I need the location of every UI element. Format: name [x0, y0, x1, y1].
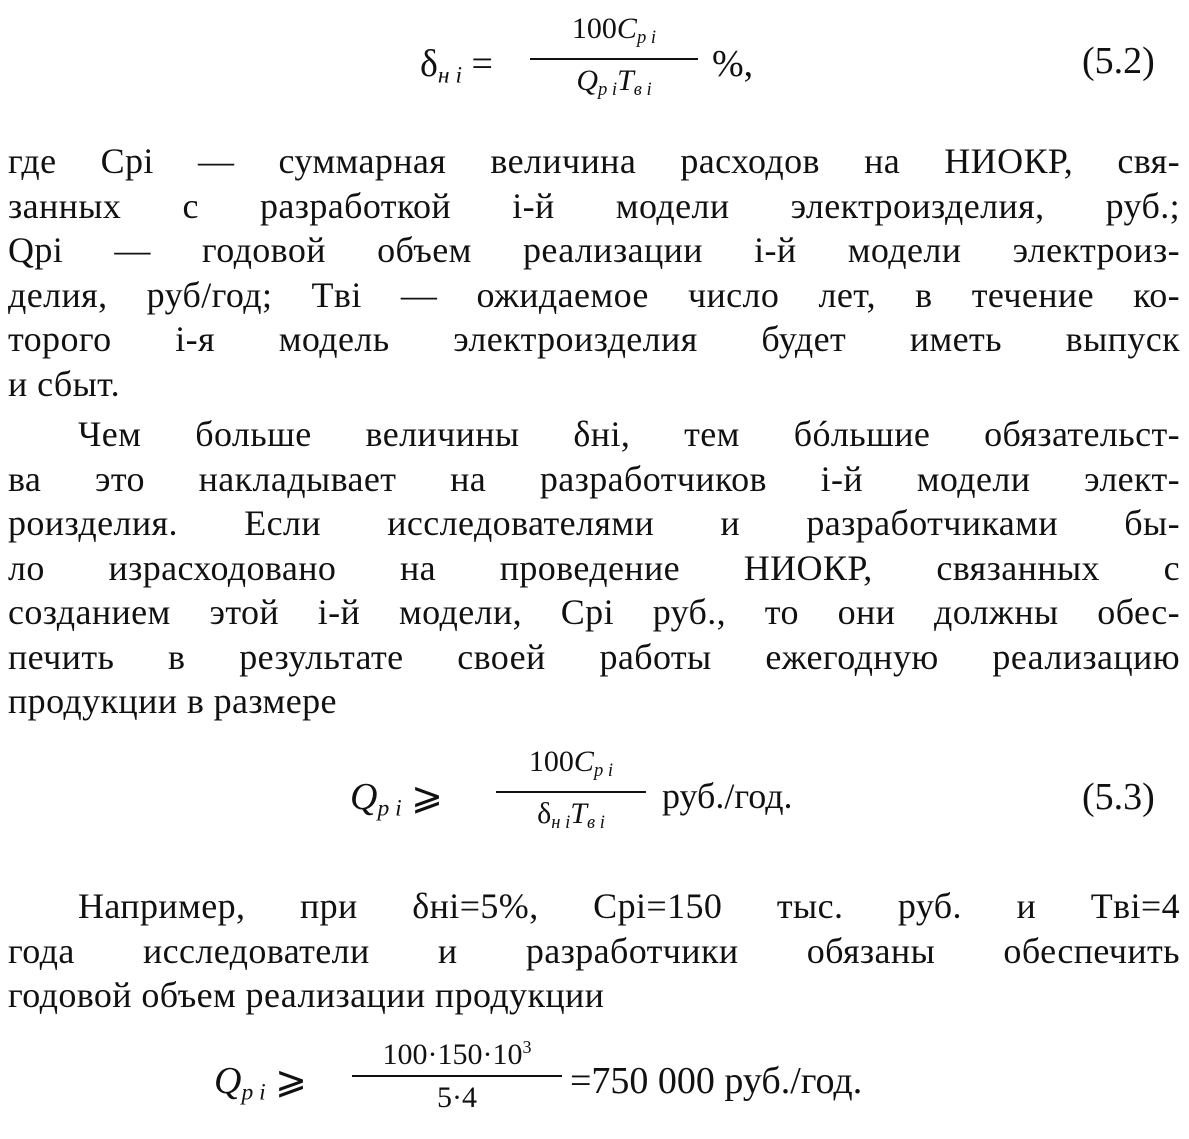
text-line: продукции в размере: [8, 681, 337, 721]
text-line: годовой объем реализации продукции: [8, 975, 605, 1015]
text-line: занных с разработкой i-й модели электроизделия, руб.;: [8, 185, 1180, 226]
formula-5-3-lhs: $Q_{р i}$: [350, 776, 402, 822]
text-line: Qрi — годовой объем реализации i-й модели электроиз-: [8, 230, 1180, 270]
fraction-bar: [530, 58, 698, 60]
equation-number-5-3: (5.3): [1082, 776, 1155, 818]
formula-5-3-numerator: $100C_{р i}$: [528, 745, 614, 782]
paragraph-example: [8, 884, 1180, 1018]
paragraph-obligations: [8, 412, 1180, 724]
formula-5-2-lhs: $\delta_{н i}$: [420, 43, 463, 89]
formula-example-numerator: $100\cdot 150\cdot 10^3$: [382, 1037, 532, 1071]
text-line: Например, при δнi=5%, Cрi=150 тыс. руб. и Tвi=4: [78, 886, 1180, 926]
paragraph-definitions: [8, 139, 1180, 406]
formula-5-2: [420, 45, 493, 88]
text-line: торого i-я модель электроизделия будет иметь выпуск: [8, 319, 1180, 359]
formula-5-2-percent: %,: [712, 43, 754, 85]
text-line: ло израсходовано на проведение НИОКР, связанных с: [8, 547, 1180, 588]
formula-example-result: =750 000 руб./год.: [570, 1060, 863, 1102]
formula-5-2-fraction: [530, 12, 698, 107]
formula-example-lhs: $Q_{р i}$: [214, 1060, 266, 1106]
text-line: Чем больше величины δнi, тем бóльшие обязательст-: [78, 414, 1180, 454]
equation-number-5-2: (5.2): [1082, 40, 1155, 82]
fraction-bar: [496, 791, 646, 793]
formula-example-fraction: [352, 1030, 562, 1115]
formula-example-relation: ⩾: [275, 1060, 307, 1102]
text-line: где Cрi — суммарная величина расходов на НИОКР, свя-: [8, 141, 1180, 181]
text-line: года исследователи и разработчики обязаны обеспечить: [8, 930, 1180, 971]
text-line: ва это накладывает на разработчиков i-й модели элект-: [8, 458, 1180, 499]
formula-5-3-relation: ⩾: [411, 776, 443, 818]
formula-example: [214, 1062, 307, 1105]
formula-5-2-equals: =: [471, 43, 493, 85]
text-line: созданием этой i-й модели, Cрi руб., то они должны обес-: [8, 592, 1180, 632]
formula-5-2-numerator: $100C_{р i}$: [571, 12, 657, 49]
formula-example-denominator: 5·4: [437, 1080, 477, 1114]
formula-5-3-fraction: [496, 745, 646, 840]
formula-5-3: [350, 778, 443, 821]
text-line: и сбыт.: [8, 363, 121, 404]
text-line: роизделия. Если исследователями и разработчиками бы-: [8, 503, 1180, 543]
formula-5-3-denominator: $\delta_{н i}T_{в i}$: [537, 797, 605, 834]
formula-5-2-denominator: $Q_{р i}T_{в i}$: [576, 64, 652, 101]
formula-5-3-unit: руб./год.: [662, 776, 793, 816]
fraction-bar: [352, 1075, 562, 1077]
text-line: печить в результате своей работы ежегодную реализацию: [8, 636, 1180, 677]
text-line: делия, руб/год; Tвi — ожидаемое число лет, в течение ко-: [8, 274, 1180, 315]
